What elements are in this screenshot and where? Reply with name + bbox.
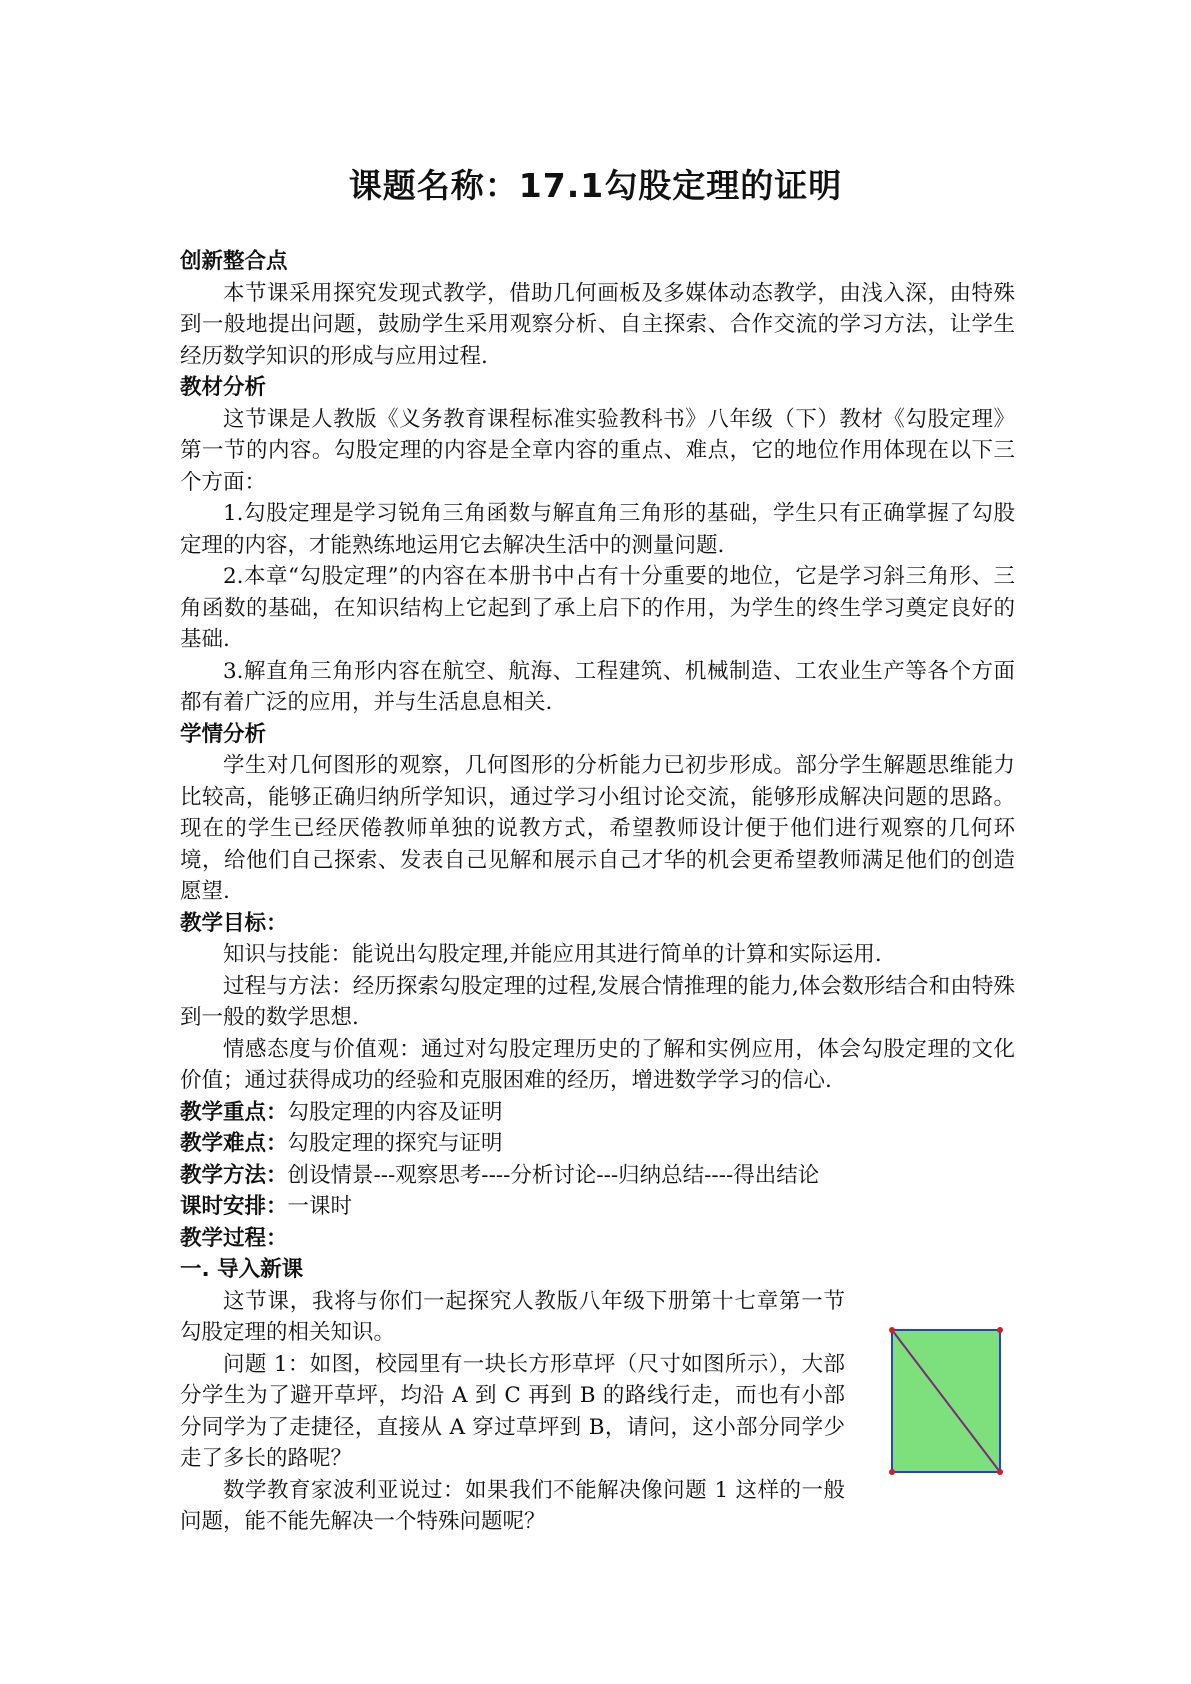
material-item-3: 3.解直角三角形内容在航空、航海、工程建筑、机械制造、工农业生产等各个方面都有着广泛的应用，并与生活息息相关. <box>180 658 1015 715</box>
material-item-2: 2.本章“勾股定理”的内容在本册书中占有十分重要的地位，它是学习斜三角形、三角函数的基础，在知识结构上它起到了承上启下的作用，为学生的终生学习奠定良好的基础. <box>180 564 1015 652</box>
corner-point-bottom-right <box>997 1469 1003 1475</box>
page-title: 课题名称：17.1勾股定理的证明 <box>348 166 843 205</box>
subheading-intro: 一. 导入新课 <box>180 1257 304 1282</box>
heading-material: 教材分析 <box>180 375 267 400</box>
schedule-value: 一课时 <box>287 1194 353 1219</box>
difficulty-value: 勾股定理的探究与证明 <box>287 1131 503 1156</box>
para-innovation: 本节课采用探究发现式教学，借助几何画板及多媒体动态教学，由浅入深，由特殊到一般地提出问题，鼓励学生采用观察分析、自主探索、合作交流的学习方法，让学生经历数学知识的形成与应用过程. <box>180 280 1015 369</box>
heading-students: 学情分析 <box>180 721 267 747</box>
corner-point-top-left <box>889 1327 895 1333</box>
para-intro-polya: 数学教育家波利亚说过：如果我们不能解决像问题 1 这样的一般问题，能不能先解决一个特殊问题呢？ <box>180 1477 845 1534</box>
para-intro-question: 问题 1：如图，校园里有一块长方形草坪（尺寸如图所示），大部分学生为了避开草坪，均沿 A 到 C 再到 B 的路线行走，而也有小部分同学为了走捷径，直接从 A 穿过草坪到 B，请问，这小部分同学少走了多长的路呢？ <box>180 1351 845 1471</box>
goal-emotion: 情感态度与价值观：通过对勾股定理历史的了解和实例应用，体会勾股定理的文化价值；通过获得成功的经验和克服困难的经历，增进数学学习的信心. <box>180 1036 1015 1093</box>
method-label: 教学方法： <box>180 1162 288 1188</box>
difficulty-row <box>180 1128 1015 1160</box>
heading-process: 教学过程： <box>180 1225 288 1251</box>
goal-process: 过程与方法：经历探索勾股定理的过程,发展合情推理的能力,体会数形结合和由特殊到一般的数学思想. <box>180 973 1015 1030</box>
schedule-label: 课时安排： <box>180 1194 288 1219</box>
method-value: 创设情景---观察思考----分析讨论---归纳总结----得出结论 <box>287 1162 820 1188</box>
schedule-row <box>180 1191 1015 1223</box>
heading-innovation: 创新整合点 <box>180 249 288 274</box>
difficulty-label: 教学难点： <box>180 1131 288 1156</box>
para-students: 学生对几何图形的观察，几何图形的分析能力已初步形成。部分学生解题思维能力比较高，能够正确归纳所学知识，通过学习小组讨论交流，能够形成解决问题的思路。现在的学生已经厌倦教师单独的说教方式，希望教师设计便于他们进行观察的几何环境，给他们自己探索、发表自己见解和展示自己才华的机会更希望教师满足他们的创造愿望. <box>180 753 1015 904</box>
material-item-1: 1.勾股定理是学习锐角三角函数与解直角三角形的基础，学生只有正确掌握了勾股定理的内容，才能熟练地运用它去解决生活中的测量问题. <box>180 501 1015 558</box>
corner-point-top-right <box>997 1327 1003 1333</box>
para-intro-1: 这节课，我将与你们一起探究人教版八年级下册第十七章第一节勾股定理的相关知识。 <box>180 1288 845 1345</box>
lawn-rectangle-figure <box>886 1326 1008 1476</box>
method-row <box>180 1160 1015 1192</box>
key-point-label: 教学重点： <box>180 1099 288 1125</box>
goal-knowledge: 知识与技能：能说出勾股定理,并能应用其进行简单的计算和实际运用. <box>223 942 882 967</box>
key-point-row <box>180 1097 1015 1129</box>
para-material: 这节课是人教版《义务教育课程标准实验教科书》八年级（下）教材《勾股定理》第一节的内容。勾股定理的内容是全章内容的重点、难点，它的地位作用体现在以下三个方面： <box>180 406 1015 495</box>
key-point-value: 勾股定理的内容及证明 <box>287 1099 503 1125</box>
corner-point-bottom-left <box>889 1469 895 1475</box>
heading-goals: 教学目标： <box>180 910 288 936</box>
